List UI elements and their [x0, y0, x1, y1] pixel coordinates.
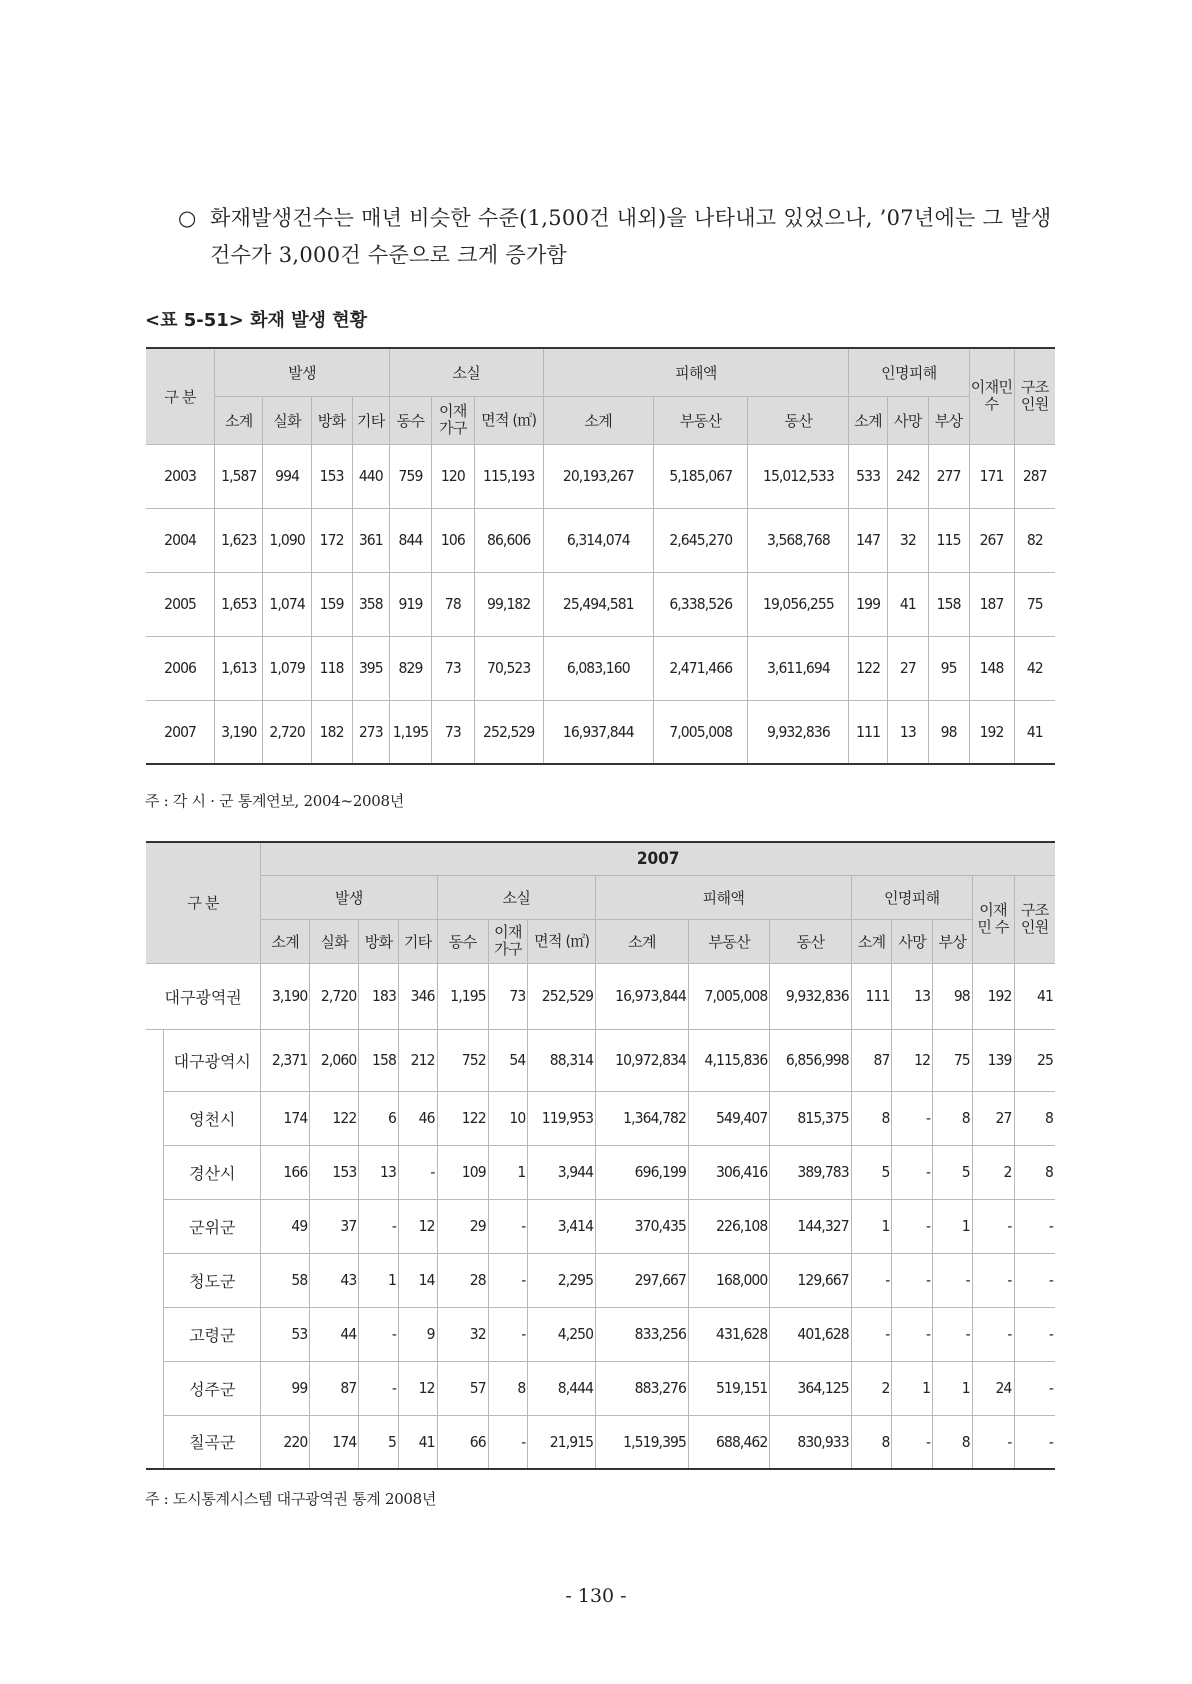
bullet-text: 화재발생건수는 매년 비슷한 수준(1,500건 내외)을 나타내고 있었으나, ’07년에는 그 발생건수가 3,000건 수준으로 크게 증가함: [210, 206, 1052, 267]
header-displaced: 이재민 수: [972, 875, 1014, 963]
header-casualties: 인명피해: [851, 875, 972, 919]
table-row: [146, 700, 1055, 764]
header-damage-amount: 피해액: [543, 348, 849, 396]
table-cell: 171: [969, 444, 1014, 508]
row-label: 칠곡군: [164, 1415, 261, 1469]
table-cell: 159: [311, 572, 352, 636]
table-cell: 2005: [146, 572, 215, 636]
table-cell: -: [892, 1253, 933, 1307]
table-cell: 1,079: [263, 636, 311, 700]
table-cell: -: [972, 1199, 1014, 1253]
table-cell: 44: [310, 1307, 359, 1361]
table-cell: 153: [310, 1145, 359, 1199]
table-cell: -: [1014, 1307, 1055, 1361]
table-cell: 1,090: [263, 508, 311, 572]
table-cell: 122: [310, 1091, 359, 1145]
table-caption: <표 5-51> 화재 발생 현황: [145, 310, 367, 331]
row-label: 경산시: [164, 1145, 261, 1199]
table-cell: -: [359, 1361, 399, 1415]
table-cell: 549,407: [689, 1091, 770, 1145]
table-cell: 242: [887, 444, 928, 508]
table-cell: 28: [437, 1253, 488, 1307]
table-cell: 1: [892, 1361, 933, 1415]
table-cell: 688,462: [689, 1415, 770, 1469]
table-cell: 3,568,768: [748, 508, 849, 572]
table-cell: 13: [359, 1145, 399, 1199]
header-subtotal: 소계: [215, 396, 263, 444]
header-rescued: 구조 인원: [1014, 875, 1055, 963]
table-cell: 14: [398, 1253, 437, 1307]
table-cell: 9,932,836: [748, 700, 849, 764]
table-cell: -: [892, 1307, 933, 1361]
table-cell: 19,056,255: [748, 572, 849, 636]
table-cell: -: [851, 1253, 892, 1307]
table-cell: 73: [431, 636, 474, 700]
table-cell: 9: [398, 1307, 437, 1361]
table-cell: 166: [261, 1145, 310, 1199]
table-cell: 829: [390, 636, 432, 700]
table-cell: -: [359, 1307, 399, 1361]
table-cell: 5: [359, 1415, 399, 1469]
header-loss: 소실: [390, 348, 543, 396]
table-cell: 431,628: [689, 1307, 770, 1361]
table-cell: 158: [359, 1029, 399, 1091]
table-cell: 99,182: [474, 572, 543, 636]
header-displaced: 이재민 수: [969, 348, 1014, 444]
table-cell: 174: [310, 1415, 359, 1469]
table-cell: 8: [851, 1415, 892, 1469]
header-damage-subtotal: 소계: [543, 396, 654, 444]
table-cell: 220: [261, 1415, 310, 1469]
table-cell: 43: [310, 1253, 359, 1307]
table2-header: [146, 842, 1055, 963]
table-cell: 994: [263, 444, 311, 508]
table-cell: 41: [398, 1415, 437, 1469]
table-cell: 129,667: [770, 1253, 851, 1307]
header-deaths: 사망: [887, 396, 928, 444]
table-cell: 1: [359, 1253, 399, 1307]
table-cell: 115: [928, 508, 969, 572]
table-row: [146, 1307, 1055, 1361]
table-cell: -: [933, 1307, 973, 1361]
table-cell: 73: [488, 963, 528, 1029]
header-accidental: 실화: [263, 396, 311, 444]
table-cell: 8: [1014, 1145, 1055, 1199]
table-cell: 106: [431, 508, 474, 572]
row-label: 대구광역시: [164, 1029, 261, 1091]
table-cell: -: [1014, 1199, 1055, 1253]
table-cell: -: [488, 1307, 528, 1361]
header-occurrence: 발생: [261, 875, 437, 919]
table-cell: 13: [887, 700, 928, 764]
table-cell: 24: [972, 1361, 1014, 1415]
table-cell: -: [851, 1307, 892, 1361]
table-cell: 6: [359, 1091, 399, 1145]
table-cell: -: [488, 1415, 528, 1469]
table-cell: 1,195: [437, 963, 488, 1029]
table-cell: 75: [1014, 572, 1055, 636]
table-cell: 8: [933, 1091, 973, 1145]
header-other: 기타: [352, 396, 390, 444]
table-cell: 519,151: [689, 1361, 770, 1415]
table-cell: 830,933: [770, 1415, 851, 1469]
table-cell: 87: [851, 1029, 892, 1091]
table-cell: 42: [1014, 636, 1055, 700]
table-cell: 27: [972, 1091, 1014, 1145]
table-cell: 759: [390, 444, 432, 508]
table-cell: 41: [1014, 963, 1055, 1029]
table-cell: 41: [887, 572, 928, 636]
table-cell: 29: [437, 1199, 488, 1253]
table-cell: 2003: [146, 444, 215, 508]
table-cell: 12: [892, 1029, 933, 1091]
table-cell: 53: [261, 1307, 310, 1361]
table-cell: 57: [437, 1361, 488, 1415]
table-cell: 306,416: [689, 1145, 770, 1199]
table-cell: 12: [398, 1361, 437, 1415]
table-cell: 4,115,836: [689, 1029, 770, 1091]
table-cell: 1: [851, 1199, 892, 1253]
table-cell: -: [1014, 1253, 1055, 1307]
table-cell: -: [1014, 1361, 1055, 1415]
header-households: 이재 가구: [431, 396, 474, 444]
table-cell: 58: [261, 1253, 310, 1307]
summary-bullet: [178, 200, 1058, 274]
table-cell: 361: [352, 508, 390, 572]
table-cell: 182: [311, 700, 352, 764]
table-cell: 1: [488, 1145, 528, 1199]
table-cell: 153: [311, 444, 352, 508]
table-cell: 183: [359, 963, 399, 1029]
table-cell: -: [892, 1199, 933, 1253]
table-cell: 844: [390, 508, 432, 572]
table-cell: 2007: [146, 700, 215, 764]
table1-source-note: 주 : 각 시 · 군 통계연보, 2004~2008년: [145, 792, 404, 810]
table-cell: 109: [437, 1145, 488, 1199]
table-cell: 174: [261, 1091, 310, 1145]
row-label: 영천시: [164, 1091, 261, 1145]
table-cell: 49: [261, 1199, 310, 1253]
table-cell: -: [398, 1145, 437, 1199]
header-gubun: 구 분: [146, 348, 215, 444]
table-row: [146, 1145, 1055, 1199]
table-cell: 3,190: [261, 963, 310, 1029]
table-cell: -: [972, 1253, 1014, 1307]
table-cell: 16,973,844: [596, 963, 689, 1029]
table-cell: 273: [352, 700, 390, 764]
table-cell: 21,915: [528, 1415, 596, 1469]
table-cell: 99: [261, 1361, 310, 1415]
table-cell: 919: [390, 572, 432, 636]
table-row: [146, 1415, 1055, 1469]
table-cell: 187: [969, 572, 1014, 636]
table-cell: 2,720: [310, 963, 359, 1029]
table-cell: 2: [851, 1361, 892, 1415]
header-other: 기타: [398, 919, 437, 963]
table-cell: 1,653: [215, 572, 263, 636]
table-cell: 2004: [146, 508, 215, 572]
table-cell: 118: [311, 636, 352, 700]
table-row: [146, 1361, 1055, 1415]
row-label: 청도군: [164, 1253, 261, 1307]
table-cell: 389,783: [770, 1145, 851, 1199]
table-cell: 95: [928, 636, 969, 700]
table-cell: 6,083,160: [543, 636, 654, 700]
table-cell: 16,937,844: [543, 700, 654, 764]
header-real-estate: 부동산: [654, 396, 748, 444]
table-cell: -: [892, 1091, 933, 1145]
table-cell: 78: [431, 572, 474, 636]
table-cell: 115,193: [474, 444, 543, 508]
table1-header: [146, 348, 1055, 444]
table2-body: [146, 963, 1055, 1469]
table-cell: 88,314: [528, 1029, 596, 1091]
header-subtotal: 소계: [261, 919, 310, 963]
table-cell: 2: [972, 1145, 1014, 1199]
table-cell: 192: [972, 963, 1014, 1029]
table-cell: 440: [352, 444, 390, 508]
table-cell: 5: [851, 1145, 892, 1199]
table-cell: 883,276: [596, 1361, 689, 1415]
table2-source-note: 주 : 도시통계시스템 대구광역권 통계 2008년: [145, 1490, 437, 1508]
table-cell: 297,667: [596, 1253, 689, 1307]
table-cell: 54: [488, 1029, 528, 1091]
table-cell: 172: [311, 508, 352, 572]
row-label: 성주군: [164, 1361, 261, 1415]
header-area: 면적 (㎡): [474, 396, 543, 444]
table-cell: 32: [887, 508, 928, 572]
table-cell: -: [972, 1415, 1014, 1469]
table-cell: 2,295: [528, 1253, 596, 1307]
table-cell: 2,645,270: [654, 508, 748, 572]
table-row: [146, 636, 1055, 700]
table-cell: 1,587: [215, 444, 263, 508]
table-cell: 252,529: [528, 963, 596, 1029]
table-cell: 8: [488, 1361, 528, 1415]
table-cell: 1,364,782: [596, 1091, 689, 1145]
table-row: [146, 1199, 1055, 1253]
indent-spacer: [146, 1029, 164, 1469]
table-cell: 32: [437, 1307, 488, 1361]
table-cell: 98: [928, 700, 969, 764]
table-cell: 815,375: [770, 1091, 851, 1145]
table-cell: 2,471,466: [654, 636, 748, 700]
table-cell: 277: [928, 444, 969, 508]
header-area: 면적 (㎡): [528, 919, 596, 963]
table-cell: 401,628: [770, 1307, 851, 1361]
table-cell: 3,414: [528, 1199, 596, 1253]
table-cell: -: [892, 1145, 933, 1199]
header-buildings: 동수: [437, 919, 488, 963]
table-cell: 6,314,074: [543, 508, 654, 572]
table-cell: 3,944: [528, 1145, 596, 1199]
table-cell: 2,371: [261, 1029, 310, 1091]
header-year: 2007: [261, 842, 1055, 875]
table1-body: [146, 444, 1055, 764]
header-damage-subtotal: 소계: [596, 919, 689, 963]
table-cell: 86,606: [474, 508, 543, 572]
table-cell: 66: [437, 1415, 488, 1469]
table-cell: 144,327: [770, 1199, 851, 1253]
fire-occurrence-by-region-table: [146, 841, 1055, 1470]
table-cell: 833,256: [596, 1307, 689, 1361]
table-cell: 15,012,533: [748, 444, 849, 508]
table-cell: 1,613: [215, 636, 263, 700]
table-cell: 8: [1014, 1091, 1055, 1145]
header-gubun: 구 분: [146, 842, 261, 963]
header-households: 이재 가구: [488, 919, 528, 963]
header-real-estate: 부동산: [689, 919, 770, 963]
table-cell: 46: [398, 1091, 437, 1145]
header-casualty-subtotal: 소계: [851, 919, 892, 963]
table-cell: 119,953: [528, 1091, 596, 1145]
table-row: [146, 572, 1055, 636]
table-cell: 37: [310, 1199, 359, 1253]
table-row: [146, 444, 1055, 508]
table-cell: -: [1014, 1415, 1055, 1469]
table-cell: 395: [352, 636, 390, 700]
table-cell: 1,519,395: [596, 1415, 689, 1469]
table-cell: 10,972,834: [596, 1029, 689, 1091]
table-cell: 346: [398, 963, 437, 1029]
header-casualty-subtotal: 소계: [849, 396, 888, 444]
table-cell: 226,108: [689, 1199, 770, 1253]
table-cell: 41: [1014, 700, 1055, 764]
table-cell: 70,523: [474, 636, 543, 700]
header-injuries: 부상: [928, 396, 969, 444]
row-label: 군위군: [164, 1199, 261, 1253]
table-row: [146, 1091, 1055, 1145]
table-cell: 111: [851, 963, 892, 1029]
table-cell: 8: [933, 1415, 973, 1469]
page-number: - 130 -: [565, 1585, 627, 1607]
header-casualties: 인명피해: [849, 348, 969, 396]
header-arson: 방화: [311, 396, 352, 444]
table-cell: 111: [849, 700, 888, 764]
table-cell: 267: [969, 508, 1014, 572]
table-cell: 147: [849, 508, 888, 572]
table-cell: 358: [352, 572, 390, 636]
table-cell: 696,199: [596, 1145, 689, 1199]
header-buildings: 동수: [390, 396, 432, 444]
bullet-mark: ○: [178, 206, 197, 230]
table-cell: -: [488, 1253, 528, 1307]
row-label: 대구광역권: [146, 963, 261, 1029]
table-cell: 4,250: [528, 1307, 596, 1361]
header-occurrence: 발생: [215, 348, 390, 396]
table-cell: 120: [431, 444, 474, 508]
header-injuries: 부상: [933, 919, 973, 963]
table-cell: -: [933, 1253, 973, 1307]
header-rescued: 구조 인원: [1014, 348, 1055, 444]
table-cell: 5: [933, 1145, 973, 1199]
table-cell: 252,529: [474, 700, 543, 764]
header-damage-amount: 피해액: [596, 875, 852, 919]
table-cell: 192: [969, 700, 1014, 764]
table-cell: 8,444: [528, 1361, 596, 1415]
header-deaths: 사망: [892, 919, 933, 963]
table-cell: -: [972, 1307, 1014, 1361]
table-cell: 7,005,008: [654, 700, 748, 764]
table-cell: 199: [849, 572, 888, 636]
table-cell: 168,000: [689, 1253, 770, 1307]
table-cell: 25: [1014, 1029, 1055, 1091]
table-cell: 8: [851, 1091, 892, 1145]
table-cell: 287: [1014, 444, 1055, 508]
table-cell: 6,856,998: [770, 1029, 851, 1091]
row-label: 고령군: [164, 1307, 261, 1361]
table-row-region-total: [146, 963, 1055, 1029]
header-movable: 동산: [770, 919, 851, 963]
table-cell: -: [488, 1199, 528, 1253]
table-cell: -: [892, 1415, 933, 1469]
table-cell: 25,494,581: [543, 572, 654, 636]
table-cell: 158: [928, 572, 969, 636]
fire-occurrence-by-year-table: [146, 347, 1055, 765]
table-row: [146, 1029, 1055, 1091]
table-cell: 1: [933, 1199, 973, 1253]
table-cell: 12: [398, 1199, 437, 1253]
table-cell: 139: [972, 1029, 1014, 1091]
table-row: [146, 508, 1055, 572]
table-cell: 752: [437, 1029, 488, 1091]
table-cell: 10: [488, 1091, 528, 1145]
table-cell: 533: [849, 444, 888, 508]
table-cell: 122: [437, 1091, 488, 1145]
table-cell: 73: [431, 700, 474, 764]
table-cell: 5,185,067: [654, 444, 748, 508]
table-cell: 1,074: [263, 572, 311, 636]
table-row: [146, 1253, 1055, 1307]
header-movable: 동산: [748, 396, 849, 444]
table-cell: 98: [933, 963, 973, 1029]
header-arson: 방화: [359, 919, 399, 963]
table-cell: 3,611,694: [748, 636, 849, 700]
table-cell: 1,623: [215, 508, 263, 572]
table-cell: 82: [1014, 508, 1055, 572]
table-cell: 87: [310, 1361, 359, 1415]
table-cell: 75: [933, 1029, 973, 1091]
table-cell: 122: [849, 636, 888, 700]
table-cell: -: [359, 1199, 399, 1253]
table-cell: 20,193,267: [543, 444, 654, 508]
table-cell: 6,338,526: [654, 572, 748, 636]
table-cell: 1: [933, 1361, 973, 1415]
table-cell: 13: [892, 963, 933, 1029]
header-accidental: 실화: [310, 919, 359, 963]
table-cell: 9,932,836: [770, 963, 851, 1029]
table-cell: 3,190: [215, 700, 263, 764]
header-loss: 소실: [437, 875, 596, 919]
table-cell: 2,060: [310, 1029, 359, 1091]
table-cell: 2,720: [263, 700, 311, 764]
table-cell: 212: [398, 1029, 437, 1091]
table-cell: 364,125: [770, 1361, 851, 1415]
table-cell: 2006: [146, 636, 215, 700]
table-cell: 370,435: [596, 1199, 689, 1253]
table-cell: 1,195: [390, 700, 432, 764]
table-cell: 27: [887, 636, 928, 700]
table-cell: 7,005,008: [689, 963, 770, 1029]
table-cell: 148: [969, 636, 1014, 700]
